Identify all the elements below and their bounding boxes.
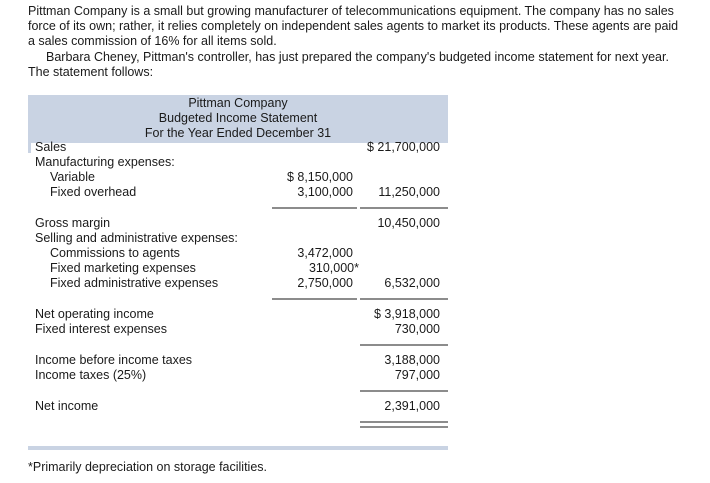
company-name: Pittman Company [188, 96, 288, 110]
row-label: Income before income taxes [35, 353, 193, 367]
row-label: Gross margin [35, 216, 111, 230]
row-amount: 3,472,000 [297, 246, 353, 260]
double-underline-rule [360, 426, 448, 428]
row-total: 6,532,000 [384, 276, 440, 290]
subtotal-rule [360, 207, 448, 209]
row-label: Commissions to agents [50, 246, 180, 260]
row-label: Sales [35, 140, 67, 154]
statement-title: Budgeted Income Statement [158, 111, 318, 125]
row-amount: 3,100,000 [297, 185, 353, 199]
footnote: *Primarily depreciation on storage facilities. [28, 460, 267, 474]
row-total: 797,000 [394, 368, 440, 382]
row-label: Fixed interest expenses [35, 322, 168, 336]
subtotal-rule [360, 344, 448, 346]
subtotal-rule [360, 390, 448, 392]
statement-period: For the Year Ended December 31 [144, 126, 332, 140]
row-total: $ 21,700,000 [367, 140, 440, 154]
row-amount: $ 8,150,000 [286, 170, 353, 184]
subtotal-rule [360, 298, 448, 300]
row-label: Fixed overhead [50, 185, 137, 199]
row-label: Net income [35, 399, 99, 413]
row-label: Variable [50, 170, 95, 184]
row-label: Net operating income [35, 307, 154, 321]
row-label: Selling and administrative expenses: [35, 231, 238, 245]
subtotal-rule [272, 207, 357, 209]
statement-header [28, 95, 448, 143]
double-underline-rule [360, 421, 448, 423]
intro-paragraph-2: Barbara Cheney, Pittman's controller, has just prepared the company's budgeted income statement for next year. The statement follows: [28, 49, 669, 79]
row-label: Income taxes (25%) [35, 368, 147, 382]
row-total: $ 3,918,000 [373, 307, 440, 321]
row-amount: 310,000* [308, 261, 359, 275]
row-total: 2,391,000 [384, 399, 440, 413]
row-label: Fixed administrative expenses [50, 276, 219, 290]
row-label: Manufacturing expenses: [35, 155, 175, 169]
row-total: 11,250,000 [378, 185, 440, 199]
table-left-border [28, 143, 31, 153]
row-total: 10,450,000 [377, 216, 440, 230]
row-total: 3,188,000 [384, 353, 440, 367]
row-label: Fixed marketing expenses [50, 261, 196, 275]
row-amount: 2,750,000 [297, 276, 353, 290]
row-total: 730,000 [394, 322, 440, 336]
subtotal-rule [272, 298, 357, 300]
table-bottom-border [28, 446, 448, 450]
problem-intro [28, 4, 688, 80]
intro-paragraph-1: Pittman Company is a small but growing manufacturer of telecommunications equipment. The company has no sales force of its own; rather, it relies completely on independent sales agents to market its products. These agents are paid a sales commission of 16% for all items sold. [28, 4, 679, 49]
